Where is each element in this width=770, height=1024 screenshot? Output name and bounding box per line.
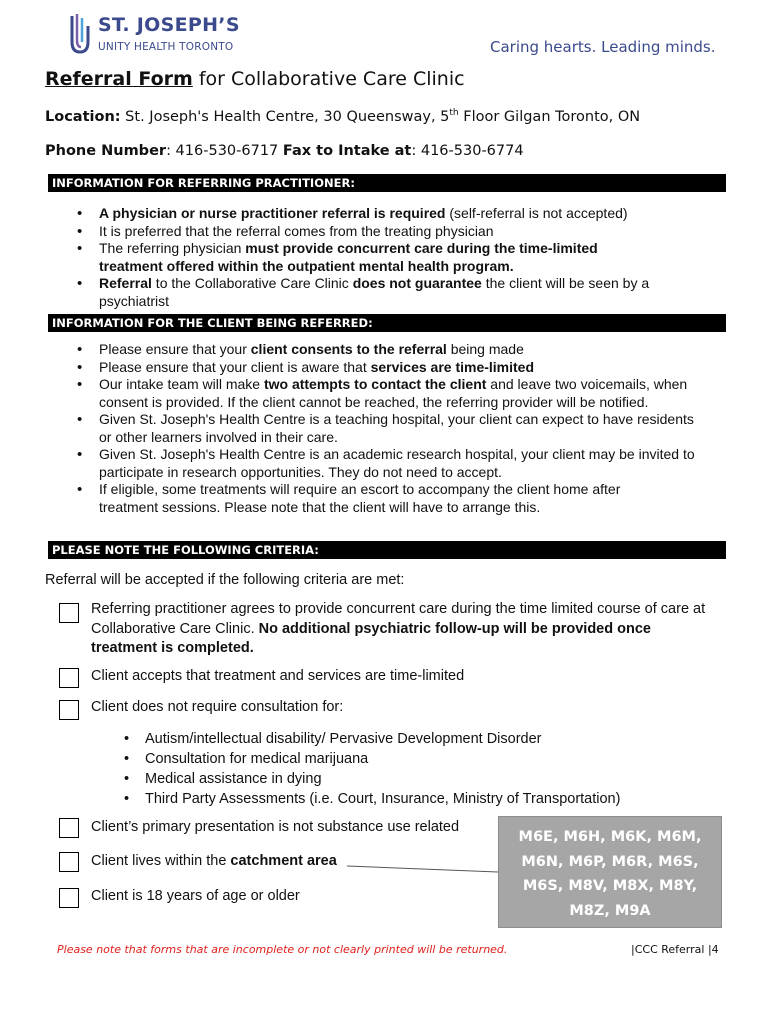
footer-page-label: |CCC Referral |4	[631, 943, 719, 956]
title-rest: for Collaborative Care Clinic	[192, 68, 465, 90]
location-label: Location:	[45, 108, 121, 125]
bullet-text: the client will be seen by a psychiatrist	[99, 275, 650, 309]
criteria-no-consultation: Client does not require consultation for:	[91, 699, 344, 715]
list-item: • Autism/intellectual disability/ Pervasive Development Disorder	[121, 729, 620, 749]
practitioner-list	[76, 205, 696, 310]
list-item	[76, 446, 702, 481]
criteria-concurrent-care	[91, 600, 721, 659]
list-item	[76, 223, 696, 241]
bullet-text: (self-referral is not accepted)	[445, 205, 628, 221]
bullet-text: and leave two voicemails, when consent is provided. If the client cannot be reached, the referring provider will be notified.	[99, 376, 688, 410]
list-item	[76, 205, 696, 223]
logo-subtitle: UNITY HEALTH TORONTO	[98, 41, 234, 53]
criteria-intro: Referral will be accepted if the following criteria are met:	[45, 572, 405, 588]
client-list	[76, 341, 696, 516]
list-item: • Medical assistance in dying	[121, 769, 620, 789]
st-josephs-logo	[68, 12, 258, 58]
list-item	[76, 411, 699, 446]
bullet-text: It is preferred that the referral comes from the treating physician	[99, 222, 494, 239]
location-line	[45, 108, 640, 125]
title-bold: Referral Form	[45, 68, 193, 90]
bullet-bold: services are time-limited	[370, 358, 535, 375]
checkbox-catchment-area[interactable]	[59, 852, 79, 872]
logo-name: ST. JOSEPH’S	[98, 14, 240, 36]
checkbox-concurrent-care[interactable]	[59, 603, 79, 623]
bullet-text: The referring physician	[99, 240, 246, 256]
bullet-bold: client consents to the referral	[250, 341, 447, 357]
checkbox-substance-use[interactable]	[59, 818, 79, 838]
phone-label: Phone Number	[45, 143, 167, 159]
bullet-bold: two attempts to contact the client	[263, 376, 487, 392]
bullet-text: If eligible, some treatments will require an escort to accompany the client home after treatment sessions. Please note that the client will have to arrange this.	[99, 481, 621, 515]
list-item: • Consultation for medical marijuana	[121, 749, 620, 769]
criteria-bold: catchment area	[230, 853, 337, 869]
page-title	[45, 68, 465, 90]
criteria-bold: No additional psychiatric follow-up will be provided once treatment is completed.	[91, 620, 651, 656]
tagline: Caring hearts. Leading minds.	[490, 38, 716, 56]
postal-line: M8Z, M9A	[569, 902, 651, 919]
bullet-text: being made	[446, 341, 524, 357]
postal-line: M6E, M6H, M6K, M6M,	[518, 829, 702, 845]
bullet-bold: A physician or nurse practitioner referral is required	[99, 205, 446, 221]
list-item	[76, 275, 689, 310]
bullet-text: Please ensure that your	[99, 341, 251, 357]
criteria-age: Client is 18 years of age or older	[91, 888, 300, 904]
st-josephs-logo-icon	[68, 12, 94, 56]
phone-number: : 416-530-6717	[166, 143, 283, 159]
checkbox-no-consultation[interactable]	[59, 700, 79, 720]
bullet-text: to the Collaborative Care Clinic	[151, 275, 353, 291]
location-text: St. Joseph's Health Centre, 30 Queensway, 5	[120, 108, 450, 125]
list-item	[76, 481, 639, 516]
consultation-exclusions-list	[121, 729, 620, 809]
criteria-text: Referring practitioner agrees to provide concurrent care during the time limited course of care at Collaborative Care Clinic.	[91, 601, 706, 637]
postal-line: M6N, M6P, M6R, M6S,	[521, 853, 699, 870]
list-item: • Third Party Assessments (i.e. Court, Insurance, Ministry of Transportation)	[121, 789, 620, 809]
checkbox-age[interactable]	[59, 888, 79, 908]
bullet-bold: does not guarantee	[352, 275, 482, 291]
bullet-text: Given St. Joseph's Health Centre is a teaching hospital, your client can expect to have residents or other learners involved in their care.	[99, 411, 694, 445]
bullet-text: Please ensure that your client is aware that	[99, 358, 371, 375]
checkbox-time-limited[interactable]	[59, 668, 79, 688]
criteria-substance-use: Client’s primary presentation is not substance use related	[91, 819, 460, 835]
section-header-practitioner: INFORMATION FOR REFERRING PRACTITIONER:	[48, 174, 726, 192]
bullet-bold: must provide concurrent care during the time-limited treatment offered within the outpatient mental health program.	[99, 240, 598, 274]
list-item	[76, 359, 696, 377]
section-header-client: INFORMATION FOR THE CLIENT BEING REFERRED:	[48, 314, 726, 332]
criteria-time-limited: Client accepts that treatment and services are time-limited	[91, 668, 465, 684]
list-item	[76, 240, 604, 275]
section-header-criteria: PLEASE NOTE THE FOLLOWING CRITERIA:	[48, 541, 726, 559]
footer-warning: Please note that forms that are incomplete or not clearly printed will be returned.	[57, 943, 508, 956]
location-text2: Floor Gilgan Toronto, ON	[458, 108, 641, 125]
list-item	[76, 341, 696, 359]
criteria-catchment-area	[91, 852, 337, 872]
fax-label: Fax to Intake at	[282, 143, 412, 159]
bullet-text: Given St. Joseph's Health Centre is an academic research hospital, your client may be invited to participate in research opportunities. They do not need to accept.	[99, 446, 695, 480]
phone-line	[45, 143, 524, 159]
bullet-text: Our intake team will make	[99, 376, 264, 392]
postal-line: M6S, M8V, M8X, M8Y,	[522, 878, 698, 894]
fax-number: : 416-530-6774	[411, 143, 524, 159]
criteria-text: Client lives within the	[91, 853, 231, 869]
location-sup: th	[449, 108, 459, 118]
list-item	[76, 376, 704, 411]
bullet-bold: Referral	[99, 275, 152, 291]
postal-code-box	[498, 816, 722, 928]
